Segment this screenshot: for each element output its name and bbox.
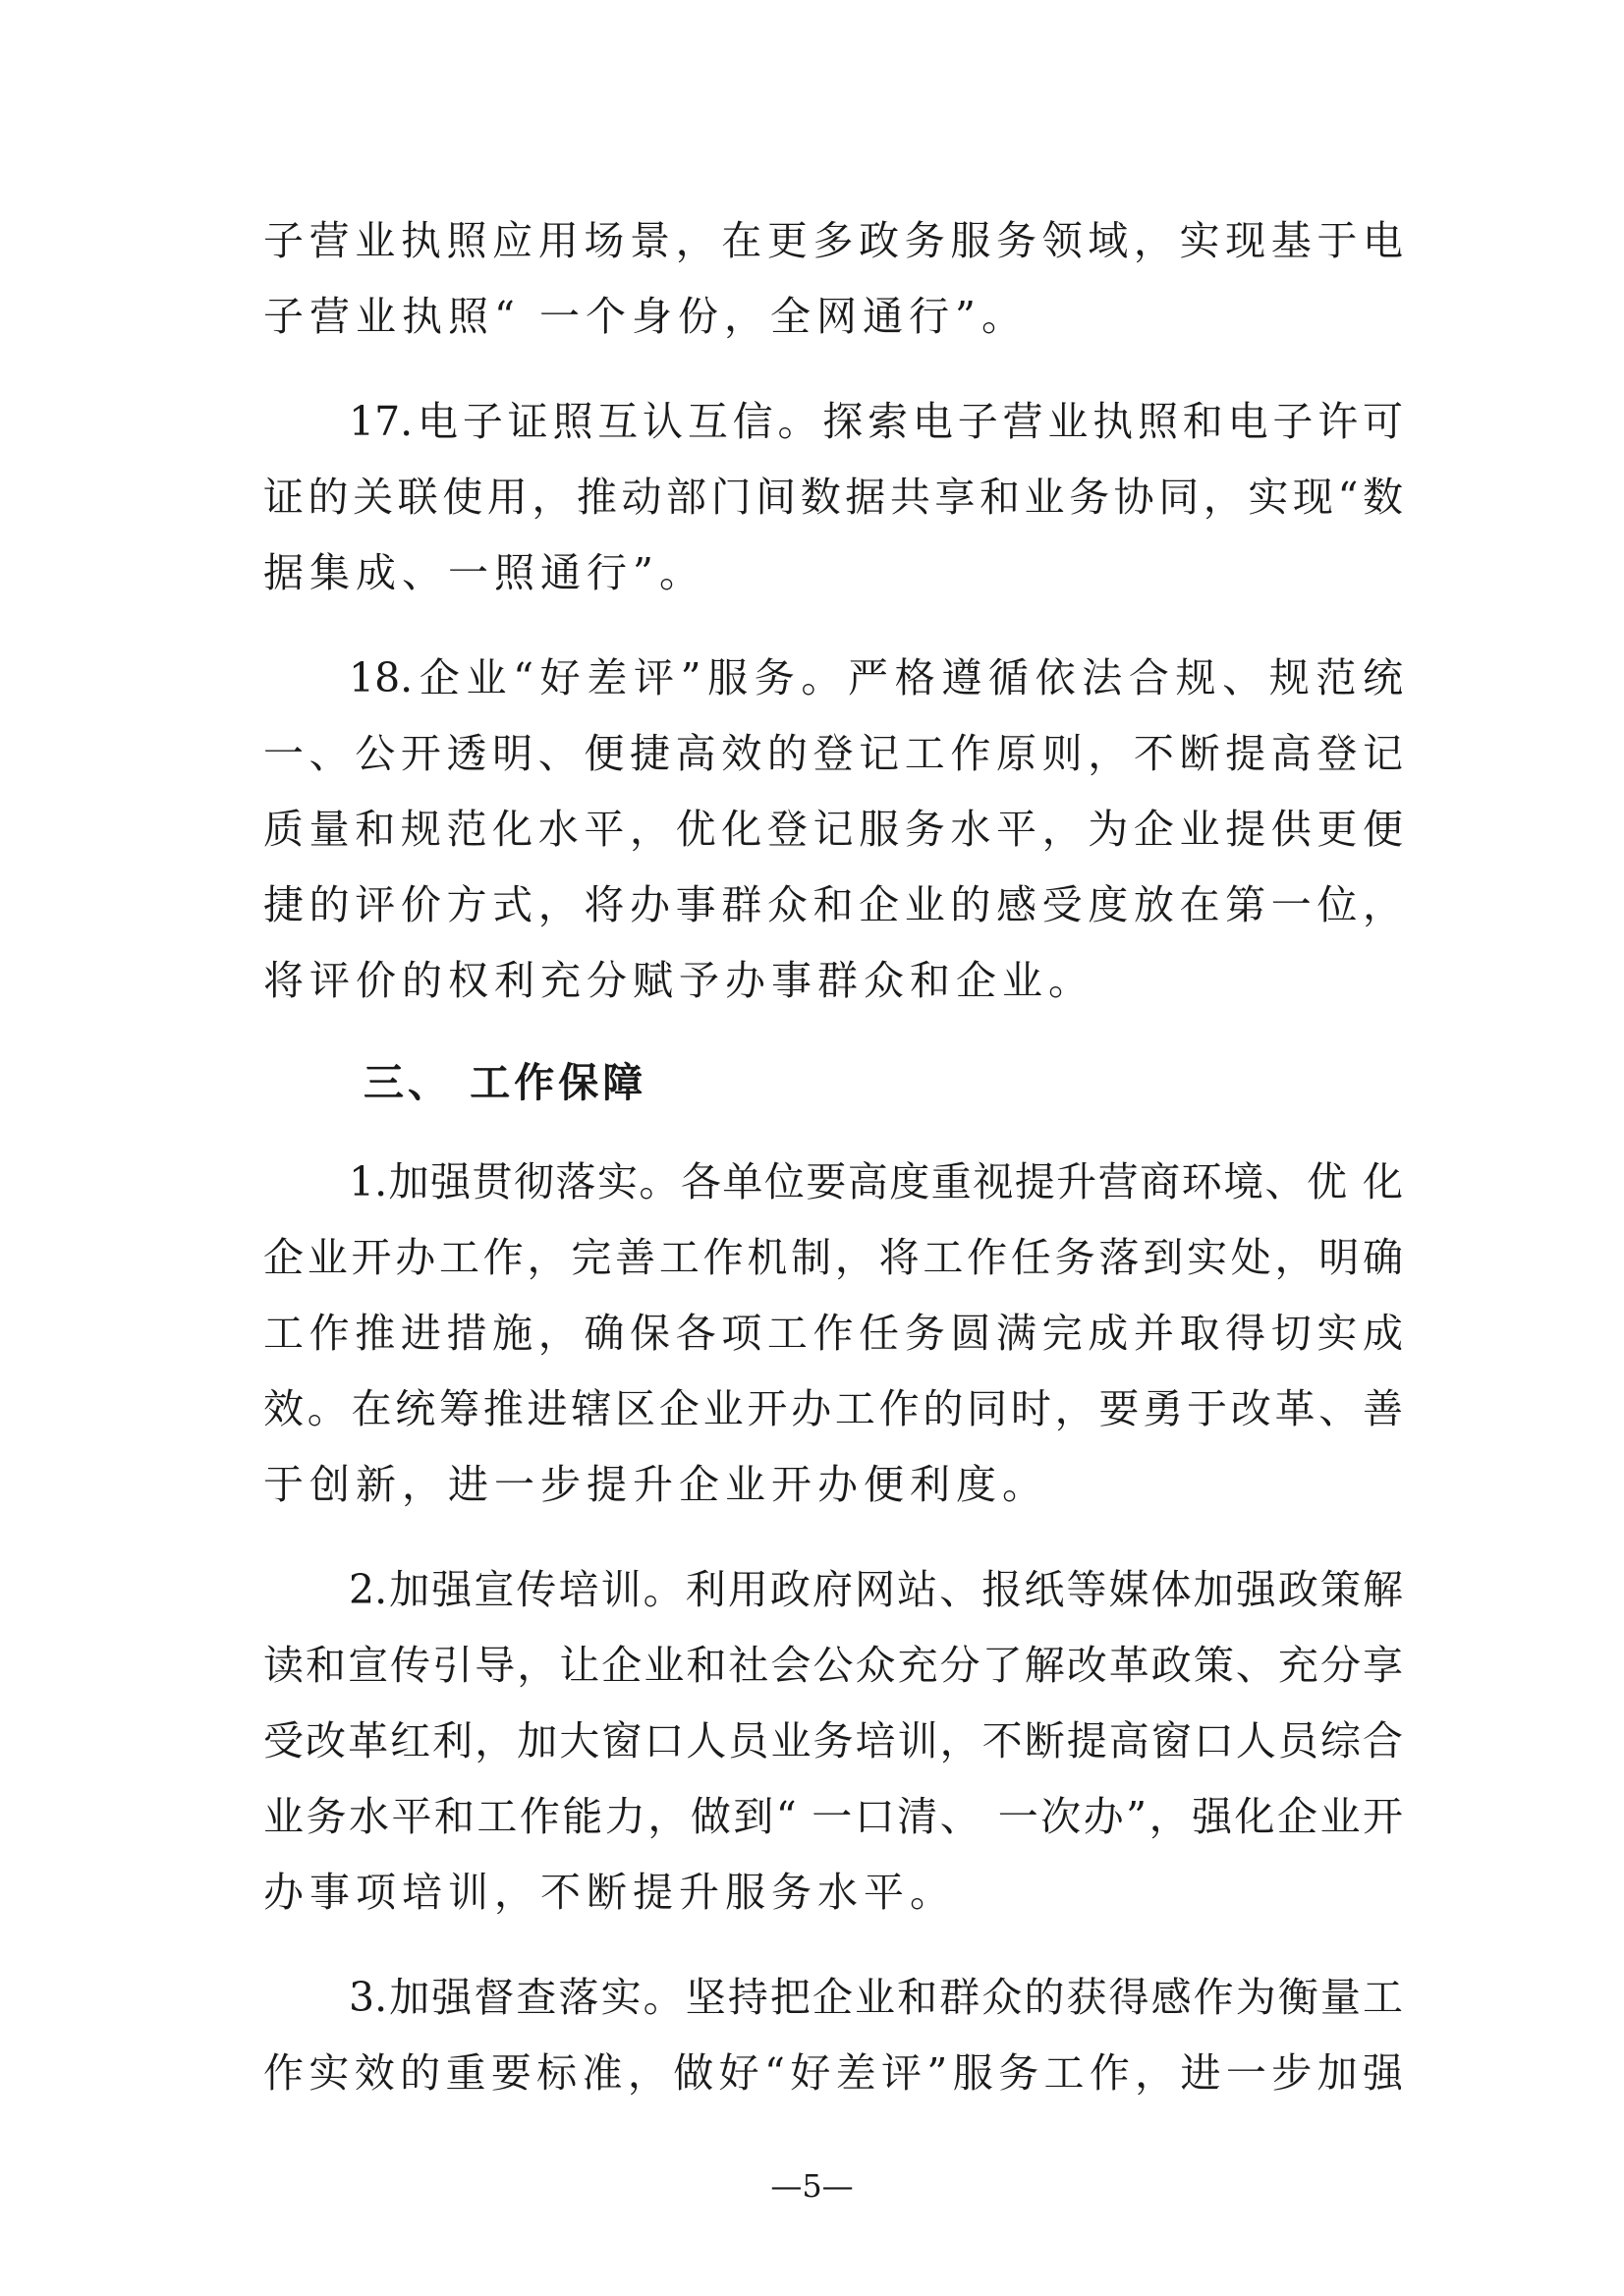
- paragraph-line: 1.加强贯彻落实。各单位要高度重视提升营商环境、优 化: [349, 1158, 1403, 1205]
- paragraph-line: 3.加强督查落实。坚持把企业和群众的获得感作为衡量工: [349, 1974, 1403, 2021]
- paragraph-line: 子营业执照“ 一个身份，全网通行”。: [263, 293, 1028, 340]
- paragraph-line: 17.电子证照互认互信。探索电子营业执照和电子许可: [349, 398, 1403, 445]
- paragraph-line: 证的关联使用，推动部门间数据共享和业务协同，实现“数: [263, 474, 1403, 521]
- paragraph-line: 效。在统筹推进辖区企业开办工作的同时，要勇于改革、善: [263, 1385, 1403, 1432]
- paragraph-line: 质量和规范化水平，优化登记服务水平，为企业提供更便: [263, 806, 1403, 853]
- paragraph-line: 于创新，进一步提升企业开办便利度。: [263, 1461, 1048, 1508]
- paragraph-line: 业务水平和工作能力，做到“ 一口清、 一次办”，强化企业开: [263, 1793, 1403, 1840]
- paragraph-line: 工作推进措施，确保各项工作任务圆满完成并取得切实成: [263, 1310, 1403, 1357]
- paragraph-line: 2.加强宣传培训。利用政府网站、报纸等媒体加强政策解: [349, 1566, 1403, 1613]
- paragraph-line: 据集成、一照通行”。: [263, 549, 705, 596]
- paragraph-line: 作实效的重要标准，做好“好差评”服务工作，进一步加强: [263, 2049, 1403, 2097]
- paragraph-line: 一、公开透明、便捷高效的登记工作原则，不断提高登记: [263, 730, 1403, 777]
- paragraph-line: 企业开办工作，完善工作机制，将工作任务落到实处，明确: [263, 1234, 1403, 1281]
- page-number: —5—: [770, 2167, 854, 2205]
- paragraph-line: 子营业执照应用场景，在更多政务服务领域，实现基于电: [263, 217, 1403, 264]
- paragraph-line: 受改革红利，加大窗口人员业务培训，不断提高窗口人员综合: [263, 1717, 1403, 1764]
- paragraph-line: 捷的评价方式，将办事群众和企业的感受度放在第一位，: [263, 881, 1403, 928]
- section-heading: 三、 工作保障: [364, 1059, 647, 1106]
- paragraph-line: 读和宣传引导，让企业和社会公众充分了解改革政策、充分享: [263, 1642, 1403, 1689]
- paragraph-line: 办事项培训，不断提升服务水平。: [263, 1869, 956, 1916]
- paragraph-line: 18.企业“好差评”服务。严格遵循依法合规、规范统: [349, 654, 1403, 701]
- paragraph-line: 将评价的权利充分赋予办事群众和企业。: [263, 957, 1094, 1004]
